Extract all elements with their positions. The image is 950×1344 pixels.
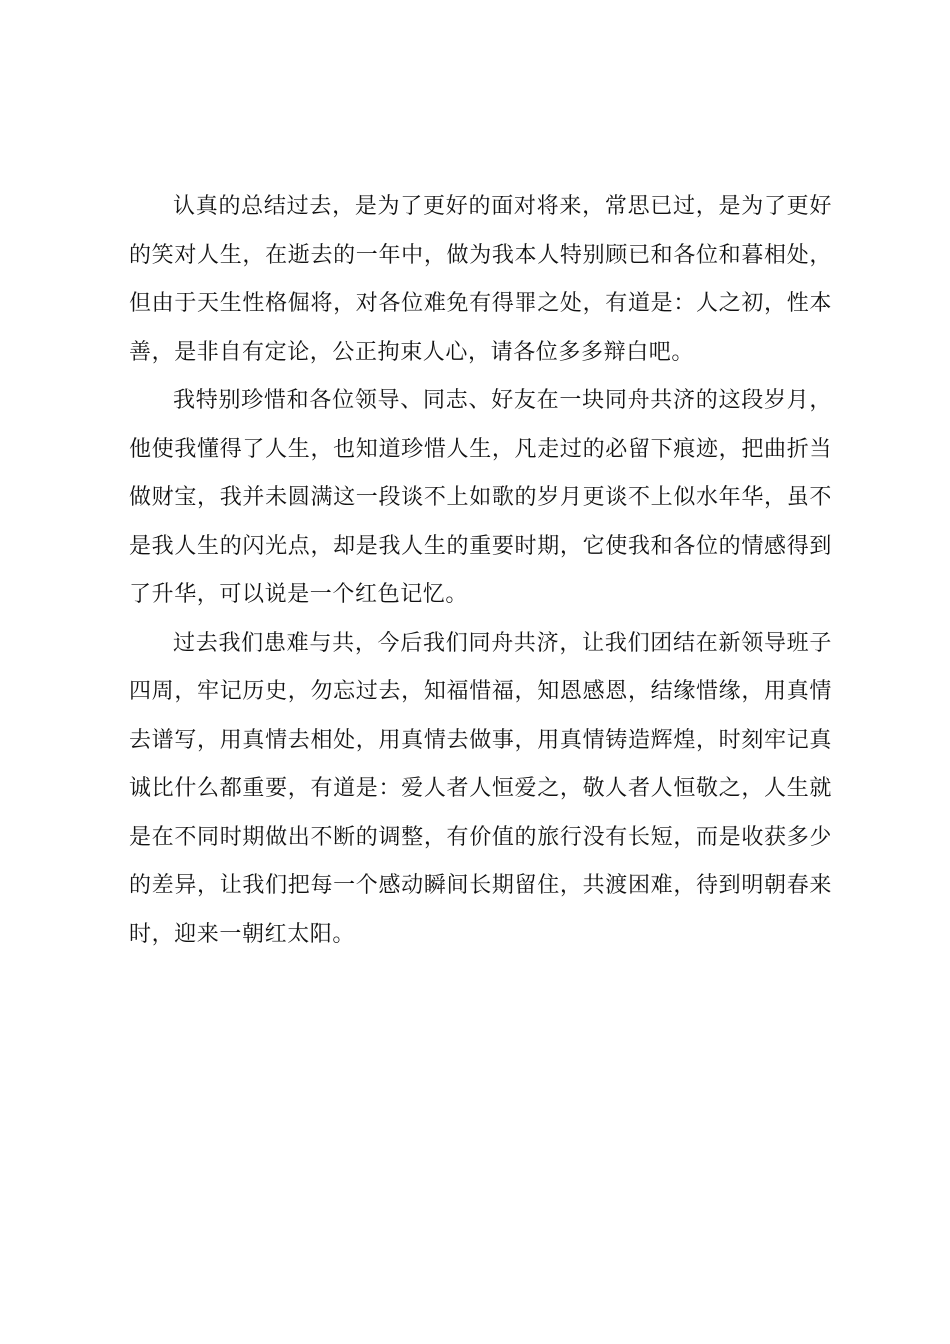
paragraph-3: 过去我们患难与共，今后我们同舟共济，让我们团结在新领导班子四周，牢记历史，勿忘过去，知福惜福，知恩感恩，结缘惜缘，用真情去谱写，用真情去相处，用真情去做事，用真情铸造辉煌，时刻牢记真诚比什么都重要，有道是：爱人者人恒爱之，敬人者人恒敬之，人生就是在不同时期做出不断的调整，有价值的旅行没有长短，而是收获多少的差异，让我们把每一个感动瞬间长期留住，共渡困难，待到明朝春来时，迎来一朝红太阳。 <box>129 630 832 947</box>
document-body <box>129 183 832 959</box>
paragraph-2: 我特别珍惜和各位领导、同志、好友在一块同舟共济的这段岁月，他使我懂得了人生，也知道珍惜人生，凡走过的必留下痕迹，把曲折当做财宝，我并未圆满这一段谈不上如歌的岁月更谈不上似水年华，虽不是我人生的闪光点，却是我人生的重要时期，它使我和各位的情感得到了升华，可以说是一个红色记忆。 <box>129 388 832 607</box>
paragraph-1: 认真的总结过去，是为了更好的面对将来，常思已过，是为了更好的笑对人生，在逝去的一年中，做为我本人特别顾已和各位和暮相处，但由于天生性格倔将，对各位难免有得罪之处，有道是：人之初，性本善，是非自有定论，公正拘束人心，请各位多多辩白吧。 <box>129 194 832 365</box>
